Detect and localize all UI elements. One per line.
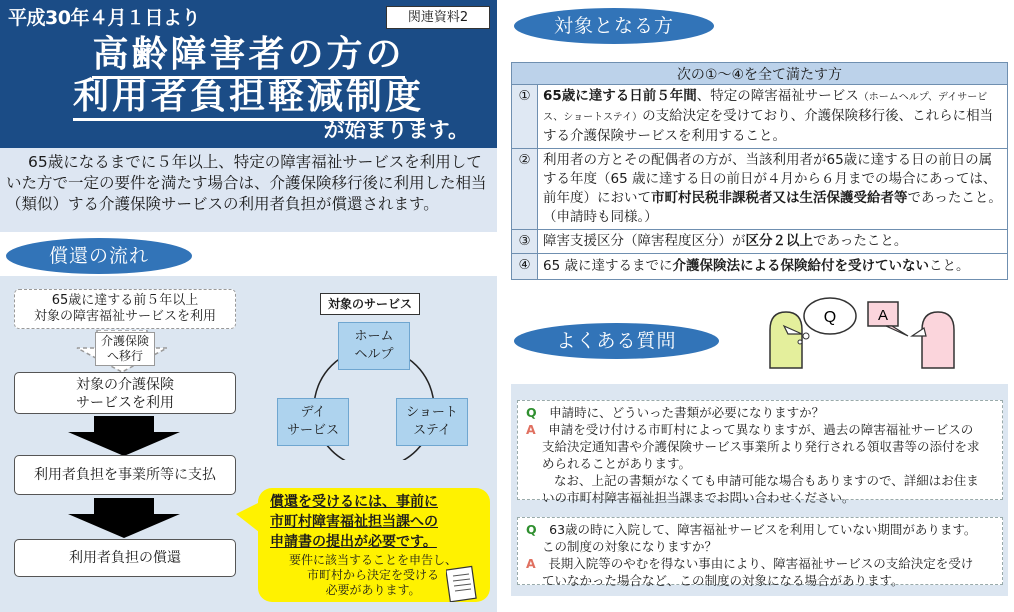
answer-text: ていなかった場合など、この制度の対象になる場合があります。 (542, 573, 904, 588)
bubble-q-text: Q (823, 309, 837, 326)
callout-sub-line3: 必要があります。 (325, 583, 421, 597)
qa-people-illustration (762, 290, 962, 370)
callout-main-line3: 申請書の提出が必要です。 (270, 534, 437, 550)
document-icon (446, 564, 478, 602)
answer-marker: A (526, 556, 536, 571)
condition-number: ④ (512, 254, 538, 280)
answer-text: いの市町村障害福祉担当課までお問い合わせください。 (542, 490, 855, 505)
condition-body-rest: であったこと。 (813, 233, 908, 249)
service-home-help-line2: ヘルプ (354, 347, 394, 362)
target-services-label: 対象のサービス (320, 293, 420, 315)
transition-note-line2: へ移行 (106, 349, 143, 363)
intro-text: 65歳になるまでに５年以上、特定の障害福祉サービスを利用していた方で一定の要件を満たす場合は、介護保険移行後に利用した相当（類似）する介護保険サービスの利用者負担が償還されます。 (0, 148, 497, 232)
effective-date: 平成30年４月１日より (8, 7, 200, 29)
condition-body: 、特定の障害福祉サービス (696, 88, 859, 104)
flow-step-prior-use-line1: 65歳に達する前５年以上 (51, 293, 199, 308)
callout-sub (288, 553, 458, 598)
service-home-help-line1: ホーム (354, 329, 394, 344)
faq-answer (526, 555, 996, 572)
faq-heading: よくある質問 (514, 323, 719, 359)
down-arrow-icon (68, 416, 180, 456)
faq-item (517, 400, 1003, 505)
condition-text (538, 230, 1008, 254)
condition-row (512, 230, 1008, 254)
transition-note (95, 332, 155, 366)
answer-text: 支給決定通知書や介護保険サービス事業所より発行される領収書等の添付を求 (542, 439, 980, 454)
condition-note: （ホームヘルプ、デイサービス、ショートステイ） (543, 92, 988, 123)
callout-sub-line1: 要件に該当することを申告し、 (288, 553, 457, 567)
condition-emphasis: 介護保険法による保険給付を受けていない (672, 258, 929, 274)
flow-step-use-service-line1: 対象の介護保険 (76, 377, 174, 393)
title-line-2: 利用者負担軽減制度 (0, 68, 497, 119)
service-short-stay-line1: ショート (406, 405, 458, 420)
service-day-service (277, 398, 349, 446)
header-banner (0, 0, 497, 148)
condition-emphasis: 65歳に達する日前５年間 (543, 88, 697, 104)
faq-answer (526, 421, 996, 438)
condition-text (538, 254, 1008, 280)
reference-label: 関連資料2 (386, 6, 490, 29)
conditions-table-header: 次の①～④を全て満たす方 (512, 63, 1008, 85)
service-home-help (338, 322, 410, 370)
flow-heading: 償還の流れ (6, 238, 192, 274)
question-text: 63歳の時に入院して、障害福祉サービスを利用していない期間があります。 (549, 522, 977, 537)
callout-main (270, 492, 482, 552)
condition-number: ② (512, 149, 538, 230)
answer-text: 申請を受け付ける市町村によって異なりますが、過去の障害福祉サービスの (548, 422, 974, 437)
condition-emphasis: 市町村民税非課税者又は生活保護受給者等 (651, 190, 908, 206)
callout-main-line2: 市町村障害福祉担当課への (270, 514, 438, 530)
conditions-table (511, 62, 1008, 280)
transition-note-line1: 介護保険 (100, 334, 149, 348)
flow-step-refund: 利用者負担の償還 (14, 539, 236, 577)
condition-row (512, 85, 1008, 149)
condition-number: ③ (512, 230, 538, 254)
service-short-stay (396, 398, 468, 446)
condition-body-rest: であったこと。（申請時も同様。） (543, 190, 1002, 225)
condition-row (512, 149, 1008, 230)
condition-text (538, 85, 1008, 149)
flow-step-use-service (14, 372, 236, 414)
condition-body-rest: の支給決定を受けており、介護保険移行後、これらに相当する介護保険サービスを利用すること。 (543, 108, 994, 144)
bubble-a-text: A (877, 307, 889, 324)
service-day-service-line2: サービス (286, 423, 339, 438)
callout-sub-line2: 市町村から決定を受ける (306, 568, 439, 582)
flow-step-prior-use (14, 289, 236, 329)
condition-body: 利用者の方とその配偶者の方が、当該利用者が65歳に達する日の前日の属する年度（65 歳に達する日の前日が４月から６月までの場合にあっては、前年度）において (543, 152, 997, 206)
answer-text: 長期入院等のやむを得ない事由により、障害福祉サービスの支給決定を受け (548, 556, 974, 571)
title-line-1: 高齢障害者の方の (0, 26, 497, 77)
down-arrow-icon (68, 498, 180, 538)
question-marker: Q (526, 522, 537, 537)
flow-step-pay: 利用者負担を事業所等に支払 (14, 455, 236, 495)
faq-question (526, 521, 996, 538)
condition-body: 障害支援区分（障害程度区分）が (543, 233, 746, 249)
flow-step-use-service-line2: サービスを利用 (76, 395, 174, 411)
question-marker: Q (526, 405, 537, 420)
condition-body-rest: こと。 (928, 258, 970, 274)
title-line-3: が始まります。 (323, 118, 469, 142)
faq-item (517, 517, 1003, 588)
answer-marker: A (526, 422, 536, 437)
flow-step-prior-use-line2: 対象の障害福祉サービスを利用 (33, 309, 216, 324)
question-text: 申請時に、どういった書類が必要になりますか？ (549, 405, 825, 420)
target-heading: 対象となる方 (514, 8, 714, 44)
condition-emphasis: 区分２以上 (745, 233, 813, 249)
answer-text: なお、上記の書類がなくても申請可能な場合もありますので、詳細はお住ま (554, 473, 979, 488)
answer-text: められることがあります。 (542, 456, 692, 471)
condition-body: 65 歳に達するまでに (543, 258, 673, 274)
faq-question (526, 404, 996, 421)
condition-text (538, 149, 1008, 230)
service-day-service-line1: デイ (300, 405, 326, 420)
question-text: この制度の対象になりますか？ (542, 539, 718, 554)
condition-number: ① (512, 85, 538, 149)
service-short-stay-line2: ステイ (413, 423, 451, 438)
callout-main-line1: 償還を受けるには、事前に (270, 494, 438, 510)
condition-row (512, 254, 1008, 280)
